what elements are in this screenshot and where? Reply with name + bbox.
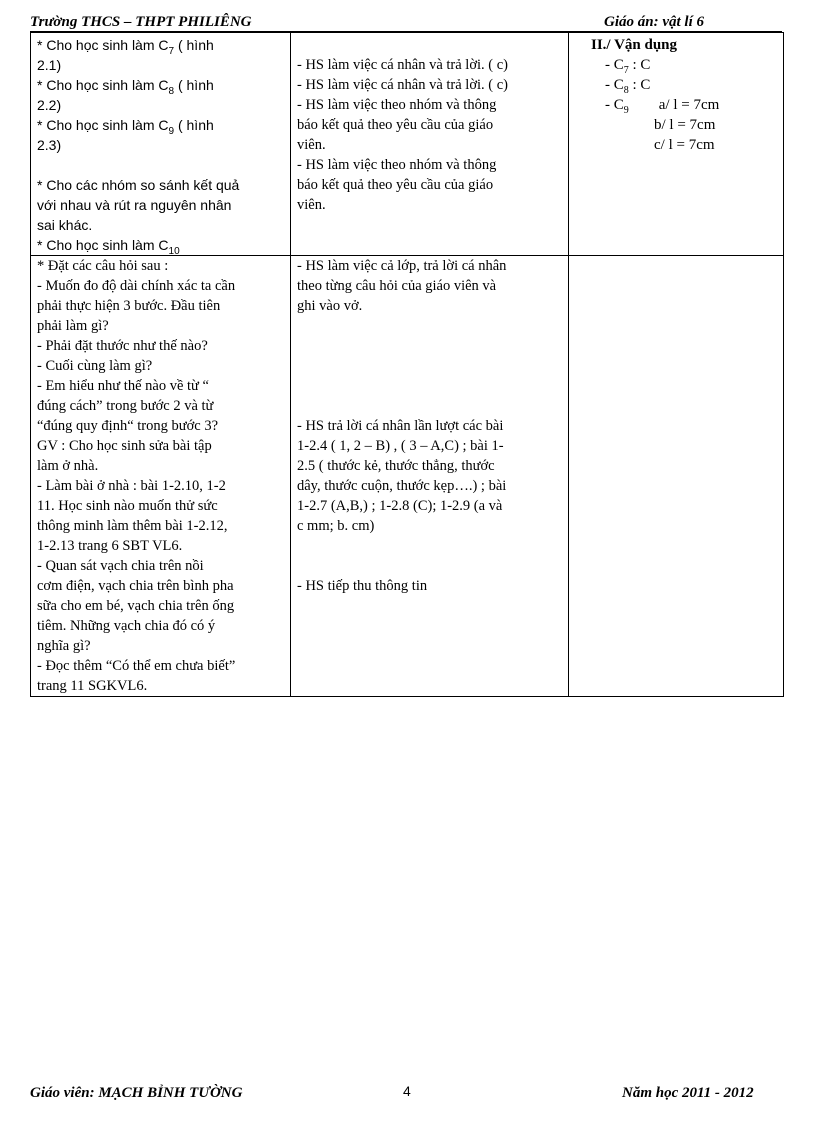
table-row <box>31 256 784 697</box>
content-cell: II./ Vận dụng - $C_7$ : C - $C_8$ : C - $C_9$ a/ l = 7cm b/ l = 7cm c/ l = 7cm <box>569 33 784 256</box>
teacher-line: 1-2.13 trang 6 SBT VL6. <box>37 538 183 554</box>
teacher-line: - Làm bài ở nhà : bài 1-2.10, 1-2 <box>37 478 226 494</box>
c10-task: * Cho học sinh làm C <box>37 237 169 253</box>
content-cell <box>569 256 784 697</box>
student-line: 1-2.7 (A,B,) ; 1-2.8 (C); 1-2.9 (a và <box>297 498 503 514</box>
compare-line: sai khác. <box>37 217 93 233</box>
teacher-line: 11. Học sinh nào muốn thử sức <box>37 498 218 514</box>
teacher-activity-cell: * Cho học sinh làm $C_7$ ( hình 2.1) * Cho học sinh làm $C_8$ ( hình 2.2) * Cho học sinh làm $C_9$ ( hình 2.3) * Cho các nhóm so sánh kết quả với nhau và rút ra nguyên nhân sai khác. * Cho học sinh làm $C_{10}$ <box>31 33 291 256</box>
student-line: - HS làm việc theo nhóm và thông <box>297 97 497 113</box>
page-number: 4 <box>403 1083 411 1099</box>
c9-answer-a: a/ l = 7cm <box>658 97 720 113</box>
student-line: báo kết quả theo yêu cầu của giáo <box>297 177 494 193</box>
teacher-line: - Em hiểu như thế nào về từ “ <box>37 378 209 394</box>
student-activity-cell <box>291 33 569 256</box>
student-line: ghi vào vở. <box>297 298 363 314</box>
teacher-name: Giáo viên: MẠCH BỈNH TƯỜNG <box>30 1085 243 1101</box>
c8-task: * Cho học sinh làm C <box>37 77 169 93</box>
student-line: 1-2.4 ( 1, 2 – B) , ( 3 – A,C) ; bài 1- <box>297 438 504 454</box>
school-name: Trường THCS – THPT PHILIÊNG <box>30 14 252 30</box>
compare-line: * Cho các nhóm so sánh kết quả <box>37 177 240 193</box>
page-footer <box>30 1083 782 1105</box>
teacher-line: GV : Cho học sinh sửa bài tập <box>37 438 212 454</box>
teacher-line: - Đọc thêm “Có thể em chưa biết” <box>37 658 236 674</box>
teacher-line: - Cuối cùng làm gì? <box>37 358 153 374</box>
student-line: - HS làm việc cá nhân và trả lời. ( c) <box>297 77 508 93</box>
teacher-line: cơm điện, vạch chia trên bình pha <box>37 578 234 594</box>
teacher-line: sữa cho em bé, vạch chia trên ống <box>37 598 235 614</box>
c7-task: * Cho học sinh làm C <box>37 37 169 53</box>
teacher-line: - Quan sát vạch chia trên nồi <box>37 558 204 574</box>
student-line: - HS làm việc cá nhân và trả lời. ( c) <box>297 57 508 73</box>
c8-answer: : C <box>628 77 651 93</box>
student-line: - HS trả lời cá nhân lần lượt các bài <box>297 418 504 434</box>
student-line: - HS tiếp thu thông tin <box>297 578 428 594</box>
c9-answer-b: b/ l = 7cm <box>654 117 716 133</box>
teacher-line: trang 11 SGKVL6. <box>37 678 148 694</box>
teacher-line: phải làm gì? <box>37 318 109 334</box>
page-header <box>30 10 782 32</box>
school-year: Năm học 2011 - 2012 <box>622 1085 754 1101</box>
subject-title: Giáo án: vật lí 6 <box>604 14 704 30</box>
student-line: - HS làm việc cả lớp, trả lời cá nhân <box>297 258 507 274</box>
teacher-line: thông minh làm thêm bài 1-2.12, <box>37 518 228 534</box>
teacher-line: - Muốn đo độ dài chính xác ta cần <box>37 278 236 294</box>
c7-answer: : C <box>628 57 651 73</box>
student-line: dây, thước cuộn, thước kẹp….) ; bài <box>297 478 507 494</box>
teacher-line: nghĩa gì? <box>37 638 91 654</box>
table-row <box>31 33 784 256</box>
teacher-line: phải thực hiện 3 bước. Đầu tiên <box>37 298 221 314</box>
c9-task: * Cho học sinh làm C <box>37 117 169 133</box>
teacher-line: làm ở nhà. <box>37 458 99 474</box>
teacher-activity-cell <box>31 256 291 697</box>
teacher-line: “đúng quy định“ trong bước 3? <box>37 418 219 434</box>
teacher-line: tiêm. Những vạch chia đó có ý <box>37 618 216 634</box>
teacher-line: - Phải đặt thước như thế nào? <box>37 338 208 354</box>
teacher-line: đúng cách” trong bước 2 và từ <box>37 398 214 414</box>
section-heading: II./ Vận dụng <box>591 37 678 53</box>
student-line: 2.5 ( thước kẻ, thước thẳng, thước <box>297 458 495 474</box>
student-line: theo từng câu hỏi của giáo viên và <box>297 278 497 294</box>
student-line: viên. <box>297 137 326 153</box>
student-line: - HS làm việc theo nhóm và thông <box>297 157 497 173</box>
c9-answer-c: c/ l = 7cm <box>654 137 715 153</box>
lesson-table <box>30 32 784 697</box>
teacher-line: * Đặt các câu hỏi sau : <box>37 258 169 274</box>
compare-line: với nhau và rút ra nguyên nhân <box>37 197 232 213</box>
student-activity-cell <box>291 256 569 697</box>
student-line: viên. <box>297 197 326 213</box>
student-line: c mm; b. cm) <box>297 518 375 534</box>
student-line: báo kết quả theo yêu cầu của giáo <box>297 117 494 133</box>
